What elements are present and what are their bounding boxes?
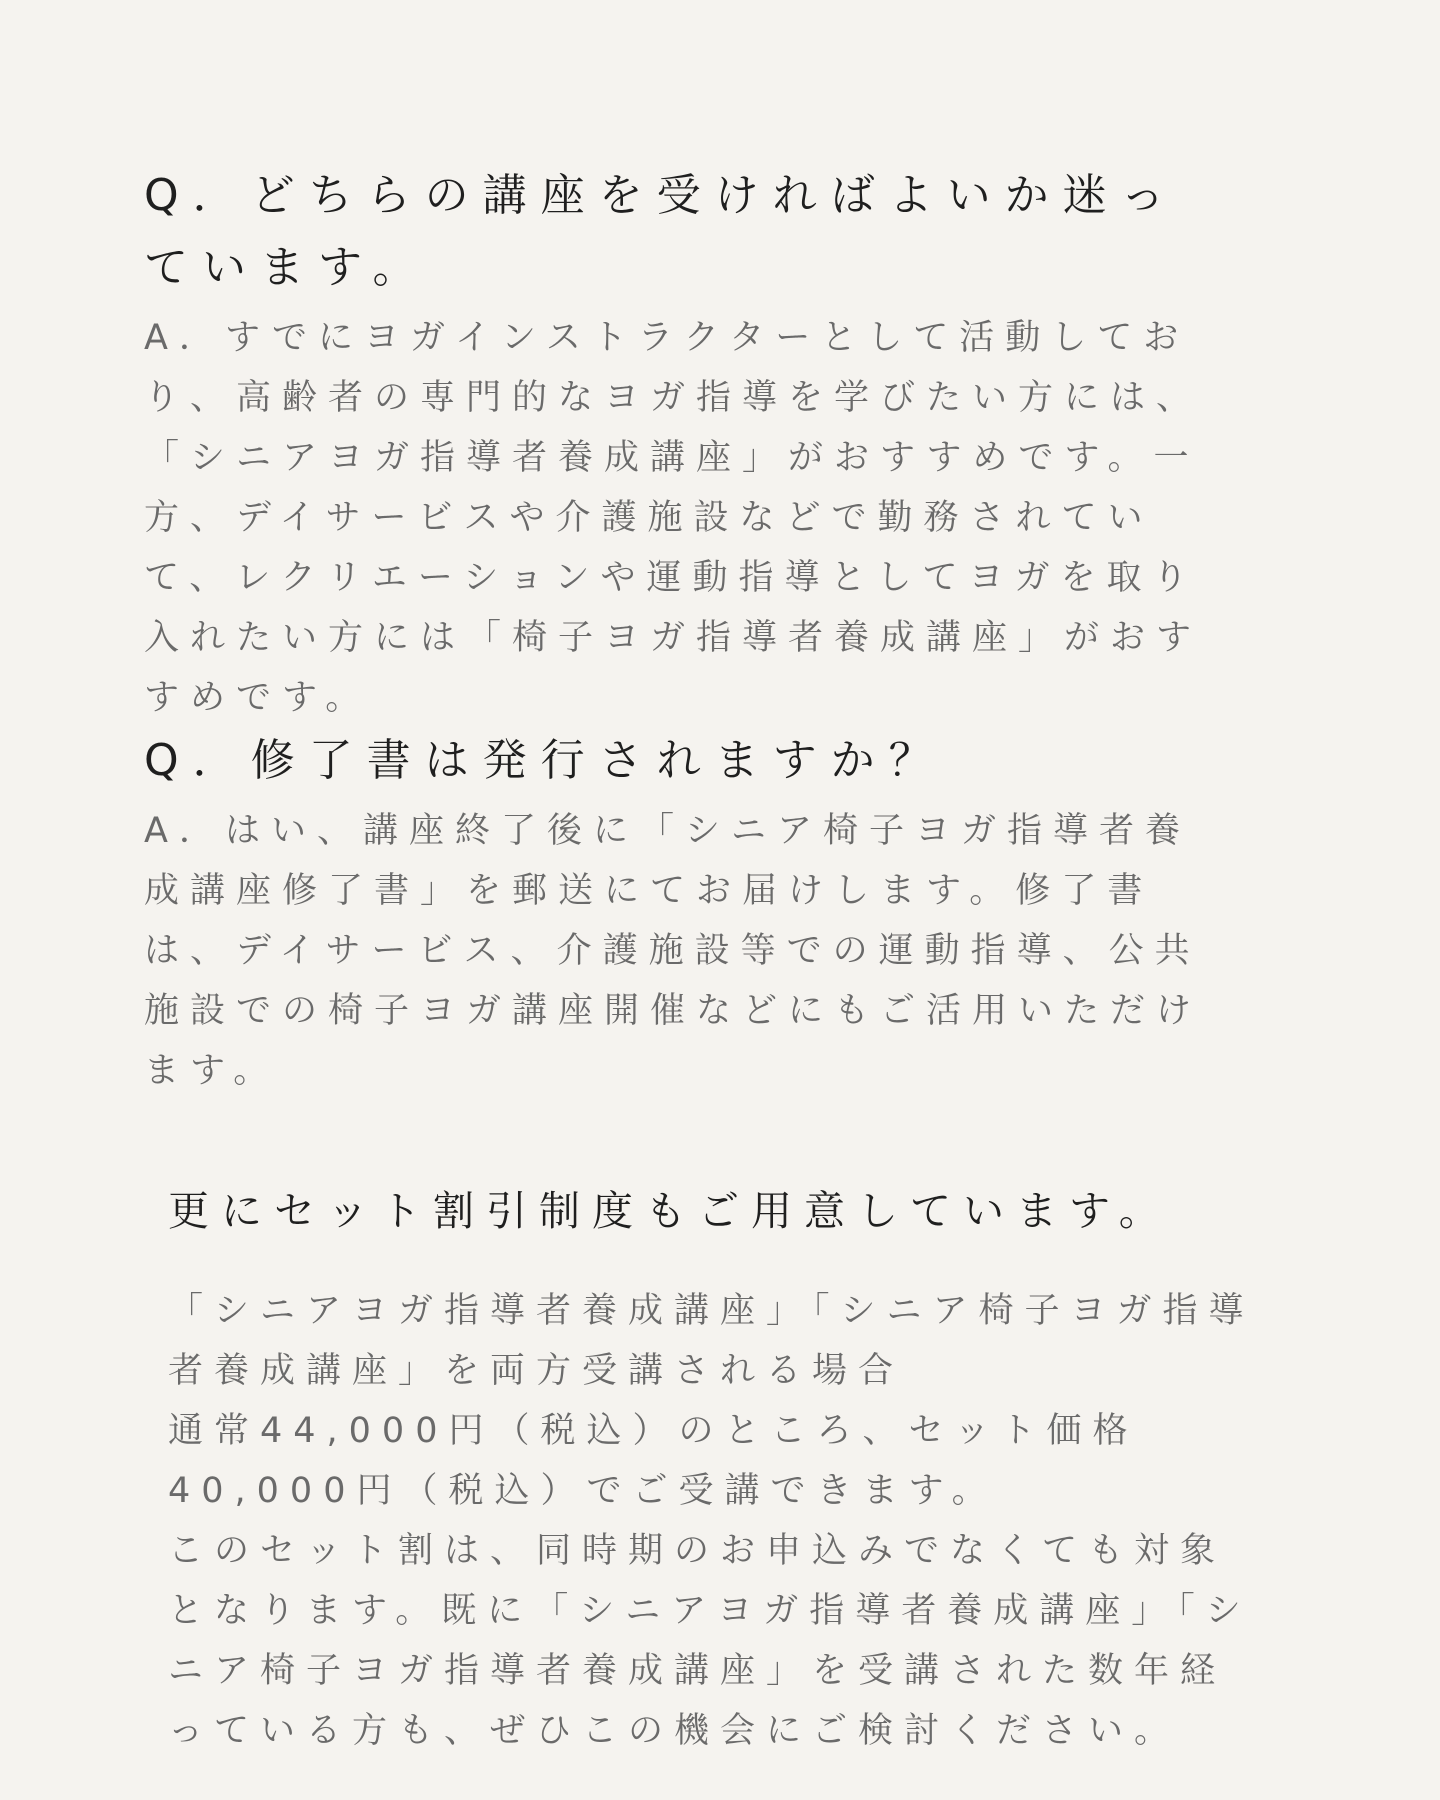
faq-item-certificate <box>144 725 1234 1101</box>
faq-question: Q．修了書は発行されますか？ <box>144 735 947 786</box>
faq-question: Q．どちらの講座を受ければよいか迷っています。 <box>144 170 1179 293</box>
faq-answer: A．すでにヨガインストラクターとして活動しており、高齢者の専門的なヨガ指導を学びたい方には、「シニアヨガ指導者養成講座」がおすすめです。一方、デイサービスや介護施設などで勤務されていて、レクリエーションや運動指導としてヨガを取り入れたい方には「椅子ヨガ指導者養成講座」がおすすめです。 <box>144 318 1203 718</box>
faq-answer: A．はい、講座終了後に「シニア椅子ヨガ指導者養成講座修了書」を郵送にてお届けします。修了書は、デイサービス、介護施設等での運動指導、公共施設での椅子ヨガ講座開催などにもご活用いただけます。 <box>144 811 1203 1091</box>
faq-item-course-choice <box>144 160 1234 728</box>
discount-condition: 「シニアヨガ指導者養成講座」「シニア椅子ヨガ指導者養成講座」を両方受講される場合 <box>168 1291 1255 1391</box>
discount-body <box>168 1281 1258 1761</box>
discount-title: 更にセット割引制度もご用意しています。 <box>168 1187 1172 1235</box>
discount-note: このセット割は、同時期のお申込みでなくても対象となります。既に「シニアヨガ指導者養成講座」「シニア椅子ヨガ指導者養成講座」を受講された数年経っている方も、ぜひこの機会にご検討ください。 <box>168 1531 1252 1751</box>
discount-price: 通常44,000円（税込）のところ、セット価格40,000円（税込）でご受講できます。 <box>168 1411 1139 1511</box>
set-discount-section <box>168 1175 1258 1761</box>
